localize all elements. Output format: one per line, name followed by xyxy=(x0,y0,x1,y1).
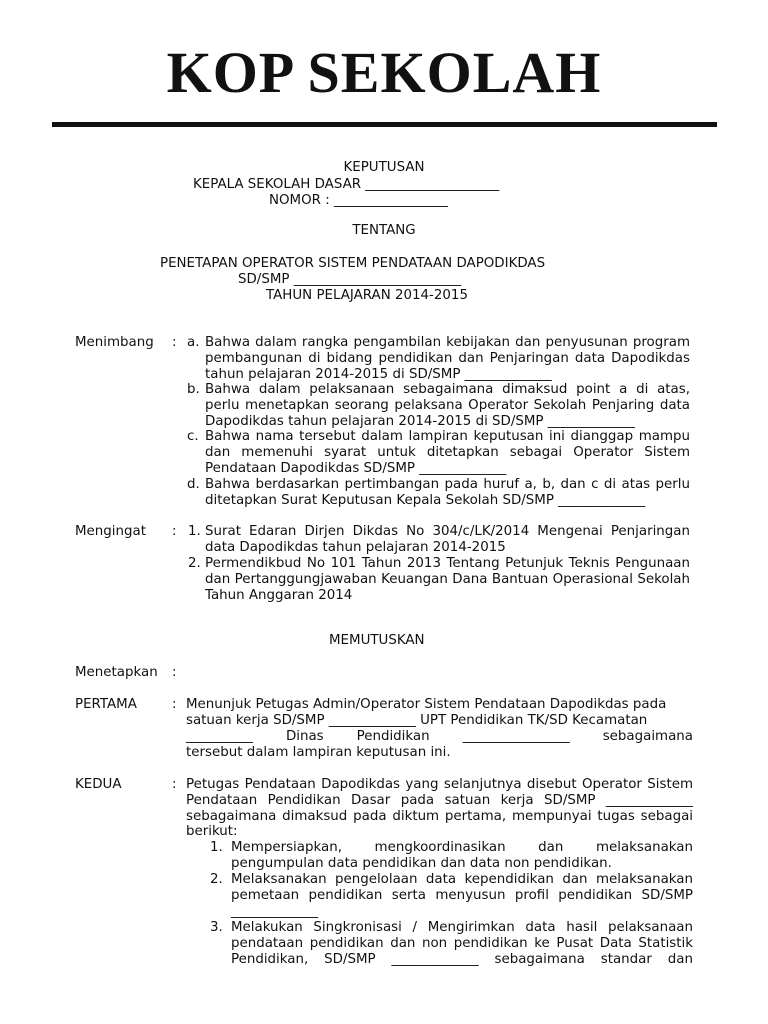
menimbang-marker-c: c. xyxy=(187,429,199,444)
mengingat-marker-2: 2. xyxy=(188,556,201,571)
menetapkan-colon: : xyxy=(172,665,177,680)
kop-sekolah-heading: KOP SEKOLAH xyxy=(166,40,602,105)
menimbang-item-d: Bahwa berdasarkan pertimbangan pada huruf a, b, dan c di atas perlu ditetapkan Surat Keputusan Kepala Sekolah SD/SMP _____________ xyxy=(205,477,690,508)
header-divider xyxy=(52,122,717,127)
kedua-text: Petugas Pendataan Dapodikdas yang selanjutnya disebut Operator Sistem Pendataan Pendidikan Dasar pada satuan kerja SD/SMP _____________ sebagaimana dimaksud pada diktum pertama, mempunyai tugas sebagai berikut: xyxy=(186,777,693,840)
tentang-title: TENTANG xyxy=(352,223,416,238)
mengingat-item-2: Permendikbud No 101 Tahun 2013 Tentang Petunjuk Teknis Pengunaan dan Pertanggungjawaban Keuangan Dana Bantuan Operasional Sekolah Tahun Anggaran 2014 xyxy=(205,556,690,603)
menetapkan-label: Menetapkan xyxy=(75,665,158,680)
menimbang-item-c: Bahwa nama tersebut dalam lampiran keputusan ini dianggap mampu dan memenuhi syarat untuk ditetapkan sebagai Operator Sistem Pendataan Dapodikdas SD/SMP _____________ xyxy=(205,429,690,476)
nomor-line: NOMOR : _________________ xyxy=(269,193,448,208)
sd-smp-title: SD/SMP _________________________ xyxy=(238,272,462,287)
pertama-line-4: tersebut dalam lampiran keputusan ini. xyxy=(186,745,451,760)
tahun-pelajaran-title: TAHUN PELAJARAN 2014-2015 xyxy=(266,288,468,303)
kedua-marker-1: 1. xyxy=(210,840,223,855)
pertama-label: PERTAMA xyxy=(75,697,137,712)
pertama-line-3-dinas: Dinas xyxy=(285,729,324,744)
kedua-item-1: Mempersiapkan, mengkoordinasikan dan melaksanakan pengumpulan data pendidikan dan data non pendidikan. xyxy=(231,840,693,871)
pertama-line-3-sebagaimana: sebagaimana xyxy=(602,729,693,744)
mengingat-marker-1: 1. xyxy=(188,524,201,539)
mengingat-item-1: Surat Edaran Dirjen Dikdas No 304/c/LK/2014 Mengenai Penjaringan data Dapodikdas tahun pelajaran 2014-2015 xyxy=(205,524,690,555)
pertama-colon: : xyxy=(172,697,177,712)
kedua-item-3: Melakukan Singkronisasi / Mengirimkan data hasil pelaksanaan pendataan pendidikan dan non pendidikan ke Pusat Data Statistik Pendidikan, SD/SMP _____________ sebagaimana standar dan xyxy=(231,920,693,967)
kedua-marker-2: 2. xyxy=(210,872,223,887)
menimbang-marker-a: a. xyxy=(187,335,200,350)
pertama-line-3-blank: __________ xyxy=(186,729,253,744)
kedua-label: KEDUA xyxy=(75,777,122,792)
kepala-sekolah-line: KEPALA SEKOLAH DASAR ____________________ xyxy=(193,177,500,192)
pertama-line-2: satuan kerja SD/SMP _____________ UPT Pendidikan TK/SD Kecamatan xyxy=(186,713,648,728)
keputusan-title: KEPUTUSAN xyxy=(343,160,425,175)
menimbang-label: Menimbang xyxy=(75,335,154,350)
kedua-item-2: Melaksanakan pengelolaan data kependidikan dan melaksanakan pemetaan pendidikan serta menyusun profil pendidikan SD/SMP _____________ xyxy=(231,872,693,919)
pertama-line-3 xyxy=(186,729,693,744)
kedua-marker-3: 3. xyxy=(210,920,223,935)
pertama-line-3-blank-2: ________________ xyxy=(462,729,570,744)
menimbang-marker-b: b. xyxy=(187,382,200,397)
mengingat-label: Mengingat xyxy=(75,524,146,539)
menimbang-item-a: Bahwa dalam rangka pengambilan kebijakan dan penyusunan program pembangunan di bidang pendidikan dan Penjaringan data Dapodikdas tahun pelajaran 2014-2015 di SD/SMP _____________ xyxy=(205,335,690,382)
memutuskan-heading: MEMUTUSKAN xyxy=(329,633,425,648)
mengingat-colon: : xyxy=(172,524,177,539)
kedua-colon: : xyxy=(172,777,177,792)
menimbang-marker-d: d. xyxy=(187,477,200,492)
menimbang-item-b: Bahwa dalam pelaksanaan sebagaimana dimaksud point a di atas, perlu menetapkan seorang pelaksana Operator Sekolah Penjaring data Dapodikdas tahun pelajaran 2014-2015 di SD/SMP _____________ xyxy=(205,382,690,429)
pertama-line-1: Menunjuk Petugas Admin/Operator Sistem Pendataan Dapodikdas pada xyxy=(186,697,667,712)
pertama-line-3-pendidikan: Pendidikan xyxy=(356,729,430,744)
penetapan-title: PENETAPAN OPERATOR SISTEM PENDATAAN DAPODIKDAS xyxy=(160,256,546,271)
menimbang-colon: : xyxy=(172,335,177,350)
